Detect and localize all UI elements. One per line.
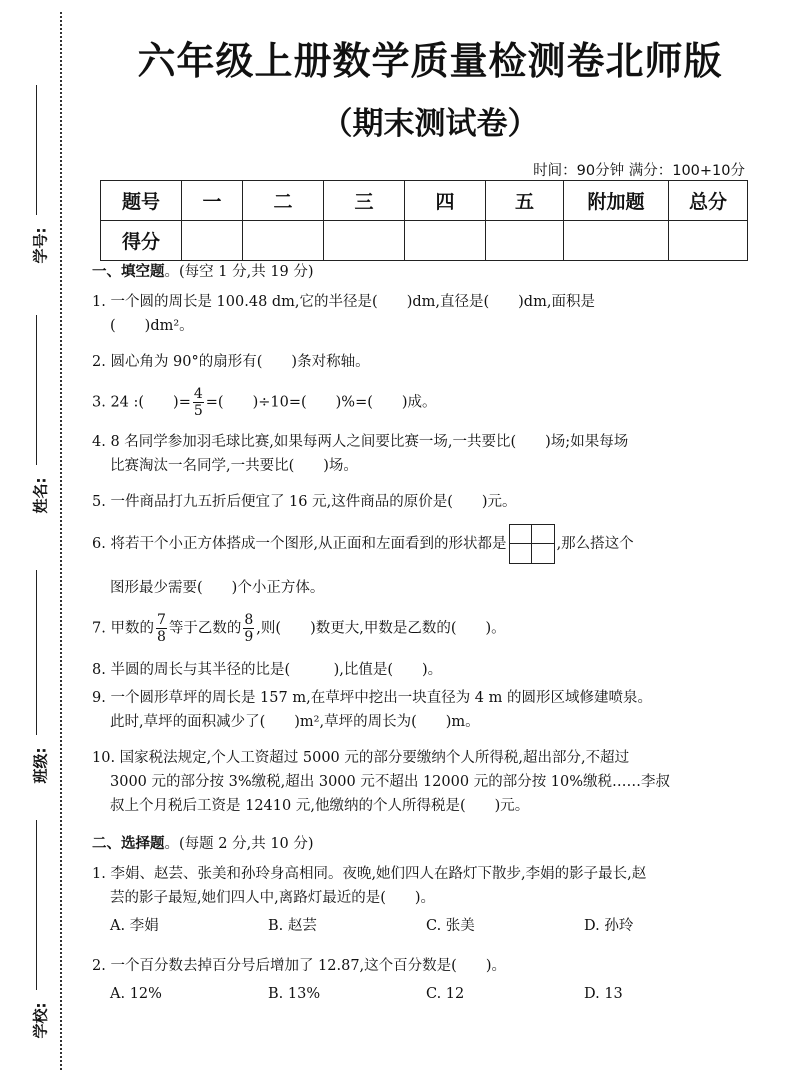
exam-subtitle: （期末测试卷） — [321, 106, 539, 142]
choice-1-option-b[interactable]: B. 赵芸 — [268, 918, 317, 934]
name-label: 姓名: — [31, 477, 50, 514]
question-1-line2: ( )dm²。 — [110, 318, 194, 334]
section1-title: 一、填空题 — [92, 264, 165, 280]
question-9-line2: 此时,草坪的面积减少了( )m²,草坪的周长为( )m。 — [110, 714, 480, 730]
question-3 — [92, 386, 742, 419]
question-4-line2: 比赛淘汰一名同学,一共要比( )场。 — [110, 458, 358, 474]
score-cell-1[interactable] — [182, 221, 243, 261]
choice-1-options — [92, 914, 742, 938]
score-cell-bonus[interactable] — [564, 221, 669, 261]
choice-1-option-a[interactable]: A. 李娟 — [110, 918, 159, 934]
choice-2-option-c[interactable]: C. 12 — [426, 986, 465, 1002]
fraction-denominator: 8 — [156, 629, 166, 645]
choice-question-2 — [92, 954, 742, 1006]
fraction-denominator: 9 — [244, 629, 254, 645]
question-6 — [92, 524, 742, 600]
exam-title: 六年级上册数学质量检测卷北师版 — [137, 39, 723, 83]
fraction-4-5 — [193, 386, 204, 419]
question-5: 5. 一件商品打九五折后便宜了 16 元,这件商品的原价是( )元。 — [92, 494, 517, 510]
header-part-5: 五 — [486, 181, 564, 221]
score-cell-total[interactable] — [669, 221, 748, 261]
fraction-8-9 — [243, 612, 254, 645]
score-cell-5[interactable] — [486, 221, 564, 261]
fraction-denominator: 5 — [193, 403, 203, 419]
exam-time-score-info: 时间：90分钟 满分：100+10分 — [533, 163, 745, 179]
score-cell-2[interactable] — [243, 221, 324, 261]
section2-title: 二、选择题 — [92, 836, 165, 852]
score-table-header-row — [101, 181, 748, 221]
class-field[interactable] — [14, 570, 54, 790]
header-part-2: 二 — [243, 181, 324, 221]
choice-1-option-c[interactable]: C. 张美 — [426, 918, 475, 934]
choice-2-option-b[interactable]: B. 13% — [268, 986, 321, 1002]
question-10 — [92, 746, 742, 818]
school-label: 学校: — [31, 1002, 50, 1039]
question-4-line1: 4. 8 名同学参加羽毛球比赛,如果每两人之间要比赛一场,一共要比( )场;如果每场 — [92, 434, 629, 450]
question-2: 2. 圆心角为 90°的扇形有( )条对称轴。 — [92, 354, 370, 370]
header-total: 总分 — [669, 181, 748, 221]
student-number-underline — [36, 85, 37, 215]
question-10-line1: 10. 国家税法规定,个人工资超过 5000 元的部分要缴纳个人所得税,超出部分,不超过 — [92, 750, 630, 766]
name-field[interactable] — [14, 315, 54, 525]
header-part-1: 一 — [182, 181, 243, 221]
fraction-7-8 — [156, 612, 167, 645]
question-3-part-b: =( )÷10=( )%=( )成。 — [205, 394, 437, 411]
student-number-label: 学号: — [31, 227, 50, 264]
choice-2-line1: 2. 一个百分数去掉百分号后增加了 12.87,这个百分数是( )。 — [92, 958, 506, 974]
school-underline — [36, 820, 37, 990]
question-3-part-a: 3. 24 :( )= — [92, 394, 191, 411]
class-label: 班级: — [31, 747, 50, 784]
question-10-line3: 叔上个月税后工资是 12410 元,他缴纳的个人所得税是( )元。 — [110, 798, 530, 814]
choice-2-options — [92, 982, 742, 1006]
section1-note: 。(每空 1 分,共 19 分) — [164, 264, 314, 280]
section2-note: 。(每题 2 分,共 10 分) — [164, 836, 314, 852]
score-cell-4[interactable] — [405, 221, 486, 261]
question-1-line1: 1. 一个圆的周长是 100.48 dm,它的半径是( )dm,直径是( )dm,面积是 — [92, 294, 595, 310]
name-underline — [36, 315, 37, 465]
question-7-part-b: 等于乙数的 — [168, 620, 242, 637]
class-underline — [36, 570, 37, 735]
choice-2-option-a[interactable]: A. 12% — [110, 986, 162, 1002]
fraction-numerator: 4 — [193, 386, 203, 402]
row-score-label: 得分 — [101, 221, 182, 261]
question-6-line2: 图形最少需要( )个小正方体。 — [110, 580, 325, 596]
question-6-part-b: ,那么搭这个 — [556, 536, 634, 552]
student-number-field[interactable] — [14, 85, 54, 275]
question-9-line1: 9. 一个圆形草坪的周长是 157 m,在草坪中挖出一块直径为 4 m 的圆形区域修建喷泉。 — [92, 690, 652, 706]
score-table-score-row — [101, 221, 748, 261]
header-part-4: 四 — [405, 181, 486, 221]
question-7-part-c: ,则( )数更大,甲数是乙数的( )。 — [256, 620, 506, 637]
question-9 — [92, 686, 742, 734]
score-cell-3[interactable] — [324, 221, 405, 261]
choice-question-1 — [92, 862, 742, 938]
question-10-line2: 3000 元的部分按 3%缴税,超出 3000 元不超出 12000 元的部分按 10%缴税……李叔 — [110, 774, 671, 790]
header-question-number: 题号 — [101, 181, 182, 221]
question-4 — [92, 430, 742, 478]
score-table — [100, 180, 748, 261]
header-bonus: 附加题 — [564, 181, 669, 221]
fraction-numerator: 7 — [156, 612, 166, 628]
choice-2-option-d[interactable]: D. 13 — [584, 986, 623, 1002]
choice-1-line2: 芸的影子最短,她们四人中,离路灯最近的是( )。 — [110, 890, 436, 906]
four-square-grid-icon — [509, 524, 555, 564]
school-field[interactable] — [14, 820, 54, 1050]
question-6-part-a: 6. 将若干个小正方体搭成一个图形,从正面和左面看到的形状都是 — [92, 536, 507, 552]
choice-1-line1: 1. 李娟、赵芸、张美和孙玲身高相同。夜晚,她们四人在路灯下散步,李娟的影子最长,赵 — [92, 866, 647, 882]
question-7 — [92, 612, 742, 645]
binding-dotted-line — [60, 12, 62, 1070]
header-part-3: 三 — [324, 181, 405, 221]
section-multiple-choice-heading — [92, 832, 742, 856]
question-1 — [92, 290, 742, 338]
question-8: 8. 半圆的周长与其半径的比是( ),比值是( )。 — [92, 662, 443, 678]
section-fill-in-blank-heading — [92, 260, 742, 284]
question-7-part-a: 7. 甲数的 — [92, 620, 154, 637]
choice-1-option-d[interactable]: D. 孙玲 — [584, 918, 634, 934]
fraction-numerator: 8 — [244, 612, 254, 628]
